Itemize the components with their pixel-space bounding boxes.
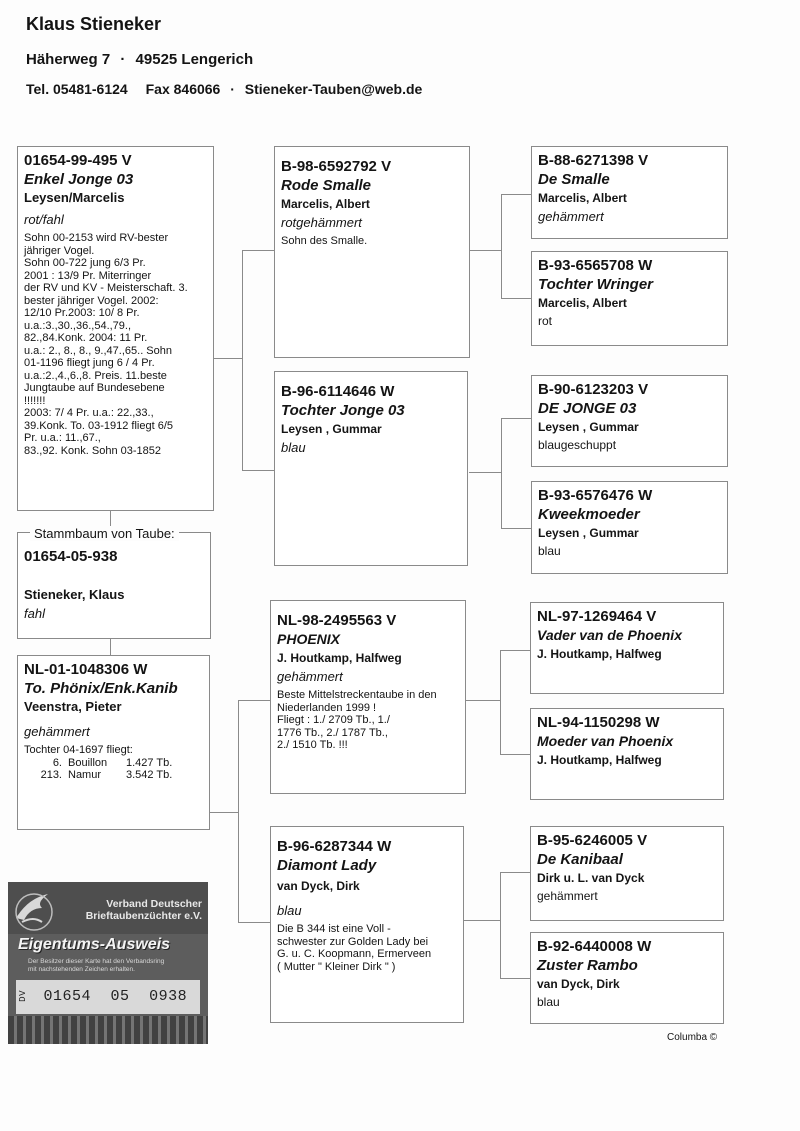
breeder-fax: Fax 846066 xyxy=(145,81,221,97)
ring-number: B-93-6576476 W xyxy=(538,487,653,504)
owner-name: J. Houtkamp, Halfweg xyxy=(277,651,402,665)
ring-number: 01654-05-938 xyxy=(24,548,118,565)
owner-name: J. Houtkamp, Halfweg xyxy=(537,647,662,661)
connector-line xyxy=(465,700,500,701)
stamp-pattern xyxy=(8,1016,208,1044)
subject-card xyxy=(17,532,211,639)
great-grandparent-card xyxy=(530,602,724,694)
pigeon-name: Enkel Jonge 03 xyxy=(24,171,134,188)
subject-caption: Stammbaum von Taube: xyxy=(30,526,179,541)
ring-number: B-96-6287344 W xyxy=(277,838,392,855)
pigeon-name: Tochter Jonge 03 xyxy=(281,402,405,419)
pigeon-logo-icon xyxy=(12,888,56,932)
breeder-city: 49525 Lengerich xyxy=(135,51,254,68)
mother-card xyxy=(17,655,210,830)
pigeon-name: To. Phönix/Enk.Kanib xyxy=(24,680,178,697)
connector-line xyxy=(238,700,239,922)
great-grandparent-card xyxy=(531,481,728,574)
father-card xyxy=(17,146,214,511)
result-count: 1.427 Tb. xyxy=(126,756,173,769)
great-grandparent-card xyxy=(530,708,724,800)
great-grandparent-card xyxy=(530,826,724,921)
ring-number: B-93-6565708 W xyxy=(538,257,653,274)
great-grandparent-card xyxy=(531,146,728,239)
owner-name: Marcelis, Albert xyxy=(538,191,627,205)
ring-number: B-98-6592792 V xyxy=(281,158,392,175)
owner-name: Stieneker, Klaus xyxy=(24,587,125,602)
pigeon-color: gehämmert xyxy=(537,889,598,903)
pigeon-color: blau xyxy=(537,995,560,1009)
owner-name: van Dyck, Dirk xyxy=(537,977,620,991)
breeder-name: Klaus Stieneker xyxy=(26,14,162,34)
pigeon-name: Diamont Lady xyxy=(277,857,377,874)
race-result xyxy=(24,769,203,782)
race-results xyxy=(24,757,203,782)
stamp-organization xyxy=(62,898,202,922)
stamp-sub-line: mit nachstehenden Zeichen erhalten. xyxy=(28,966,135,973)
ring-number: NL-01-1048306 W xyxy=(24,661,148,678)
result-count: 3.542 Tb. xyxy=(126,769,173,781)
great-grandparent-card xyxy=(531,375,728,467)
pigeon-name: Zuster Rambo xyxy=(537,957,638,974)
connector-line xyxy=(501,298,531,299)
connector-line xyxy=(238,700,270,701)
pigeon-color: rot/fahl xyxy=(24,212,64,227)
connector-line xyxy=(209,812,238,813)
stamp-subtitle xyxy=(28,958,164,974)
performance-notes: Beste Mittelstreckentaube in den Niederlanden 1999 ! Fliegt : 1./ 2709 Tb., 1./ 1776 Tb., 2./ 1787 Tb., 2./ 1510 Tb. !!! xyxy=(277,689,437,751)
connector-line xyxy=(500,872,501,978)
pigeon-name: Kweekmoeder xyxy=(538,506,640,523)
stamp-prefix: DV xyxy=(18,990,28,1002)
owner-name: Leysen/Marcelis xyxy=(24,190,125,205)
owner-name: Leysen , Gummar xyxy=(538,420,639,434)
stamp-org-line: Verband Deutscher xyxy=(106,898,202,910)
result-rank: 213. xyxy=(40,769,62,781)
grandfather-paternal-card xyxy=(274,146,470,358)
grandmother-paternal-card xyxy=(274,371,468,566)
owner-name: Marcelis, Albert xyxy=(538,296,627,310)
result-place: Namur xyxy=(68,769,102,781)
pigeon-name: Vader van de Phoenix xyxy=(537,627,682,643)
breeder-tel: Tel. 05481-6124 xyxy=(26,81,128,97)
race-result xyxy=(24,757,203,770)
stamp-ring-number xyxy=(18,988,198,1005)
connector-line xyxy=(242,250,274,251)
pigeon-color: blau xyxy=(538,544,561,558)
ring-number: B-96-6114646 W xyxy=(281,383,395,400)
connector-line xyxy=(242,470,274,471)
connector-line xyxy=(501,418,502,528)
pigeon-color: blau xyxy=(277,903,302,918)
pigeon-color: rot xyxy=(538,314,553,328)
pigeon-name: Moeder van Phoenix xyxy=(537,733,674,749)
connector-line xyxy=(501,194,531,195)
connector-line xyxy=(242,250,243,470)
pigeon-color: blaugeschuppt xyxy=(538,438,617,452)
pigeon-color: gehämmert xyxy=(277,669,343,684)
stamp-org-line: Brieftaubenzüchter e.V. xyxy=(85,910,202,922)
owner-name: Marcelis, Albert xyxy=(281,197,370,211)
performance-notes: Tochter 04-1697 fliegt: xyxy=(24,744,133,756)
connector-line xyxy=(501,528,531,529)
footer-credit: Columba © xyxy=(667,1032,718,1043)
ring-number: B-90-6123203 V xyxy=(538,381,649,398)
result-rank: 6. xyxy=(52,756,62,769)
breeder-contact xyxy=(26,81,422,97)
connector-line xyxy=(501,194,502,298)
pigeon-name: Tochter Wringer xyxy=(538,276,654,293)
grandmother-maternal-card xyxy=(270,826,464,1023)
connector-line xyxy=(500,754,530,755)
stamp-title: Eigentums-Ausweis xyxy=(18,936,171,953)
owner-name: van Dyck, Dirk xyxy=(277,879,360,893)
owner-name: Dirk u. L. van Dyck xyxy=(537,871,645,885)
stamp-club: 01654 xyxy=(43,988,92,1005)
connector-line xyxy=(213,358,242,359)
ring-number: NL-97-1269464 V xyxy=(537,608,657,625)
breeder-email: Stieneker-Tauben@web.de xyxy=(244,81,423,97)
ring-number: NL-94-1150298 W xyxy=(537,714,660,731)
stamp-year: 05 xyxy=(110,988,130,1005)
pigeon-color: blau xyxy=(281,440,306,455)
connector-line xyxy=(110,638,111,656)
separator: · xyxy=(120,51,126,68)
performance-notes: Sohn 00-2153 wird RV-bester jähriger Vogel. Sohn 00-722 jung 6/3 Pr. 2001 : 13/9 Pr. Miterringer der RV und KV - Meisterschaft. 3. bester jähriger Vogel. 2002: 12/10 Pr.2003: 10/ 8 Pr. u.a.:3.,30.,36.,54.,79., 82.,84.Konk. 2004: 11 Pr. u.a.: 2., 8., 8., 9.,47.,65.. Sohn 01-1196 fliegt jung 6 / 4 Pr. u.a.:2.,4.,6.,8. Preis. 11.beste Jungtaube auf Bundesebene !!!!!!! 2003: 7/ 4 Pr. u.a.: 22.,33., 39.Konk. To. 03-1912 fliegt 6/5 Pr. u.a.: 11.,67., 83.,92. Konk. Sohn 03-1852 xyxy=(24,232,188,457)
great-grandparent-card xyxy=(530,932,724,1024)
breeder-address xyxy=(26,51,253,68)
connector-line xyxy=(500,650,501,754)
breeder-street: Häherweg 7 xyxy=(26,51,111,68)
pigeon-color: fahl xyxy=(24,606,45,621)
pigeon-name: PHOENIX xyxy=(277,631,341,647)
pigeon-color: rotgehämmert xyxy=(281,215,362,230)
result-place: Bouillon xyxy=(68,756,108,769)
connector-line xyxy=(500,650,530,651)
owner-name: J. Houtkamp, Halfweg xyxy=(537,753,662,767)
connector-line xyxy=(469,472,501,473)
connector-line xyxy=(500,978,530,979)
connector-line xyxy=(463,920,500,921)
pigeon-name: De Kanibaal xyxy=(537,851,623,868)
pigeon-name: DE JONGE 03 xyxy=(538,400,637,417)
ring-number: NL-98-2495563 V xyxy=(277,612,397,629)
separator: · xyxy=(230,81,235,97)
stamp-number: 0938 xyxy=(149,988,188,1005)
pigeon-name: De Smalle xyxy=(538,171,610,188)
connector-line xyxy=(238,922,270,923)
connector-line xyxy=(501,418,531,419)
owner-name: Leysen , Gummar xyxy=(281,422,382,436)
pigeon-color: gehämmert xyxy=(538,209,604,224)
great-grandparent-card xyxy=(531,251,728,346)
ring-number: 01654-99-495 V xyxy=(24,152,132,169)
connector-line xyxy=(500,872,530,873)
owner-name: Leysen , Gummar xyxy=(538,526,639,540)
pigeon-color: gehämmert xyxy=(24,724,90,739)
connector-line xyxy=(469,250,501,251)
performance-notes: Die B 344 ist eine Voll - schwester zur Golden Lady bei G. u. C. Koopmann, Ermerveen ( Mutter " Kleiner Dirk " ) xyxy=(277,923,432,973)
ring-number: B-95-6246005 V xyxy=(537,832,648,849)
stamp-sub-line: Der Besitzer dieser Karte hat den Verbandsring xyxy=(28,958,165,965)
grandfather-maternal-card xyxy=(270,600,466,794)
ring-number: B-88-6271398 V xyxy=(538,152,649,169)
owner-name: Veenstra, Pieter xyxy=(24,699,122,714)
pigeon-name: Rode Smalle xyxy=(281,177,372,194)
ring-number: B-92-6440008 W xyxy=(537,938,652,955)
ownership-stamp xyxy=(8,882,208,1044)
performance-notes: Sohn des Smalle. xyxy=(281,235,368,247)
